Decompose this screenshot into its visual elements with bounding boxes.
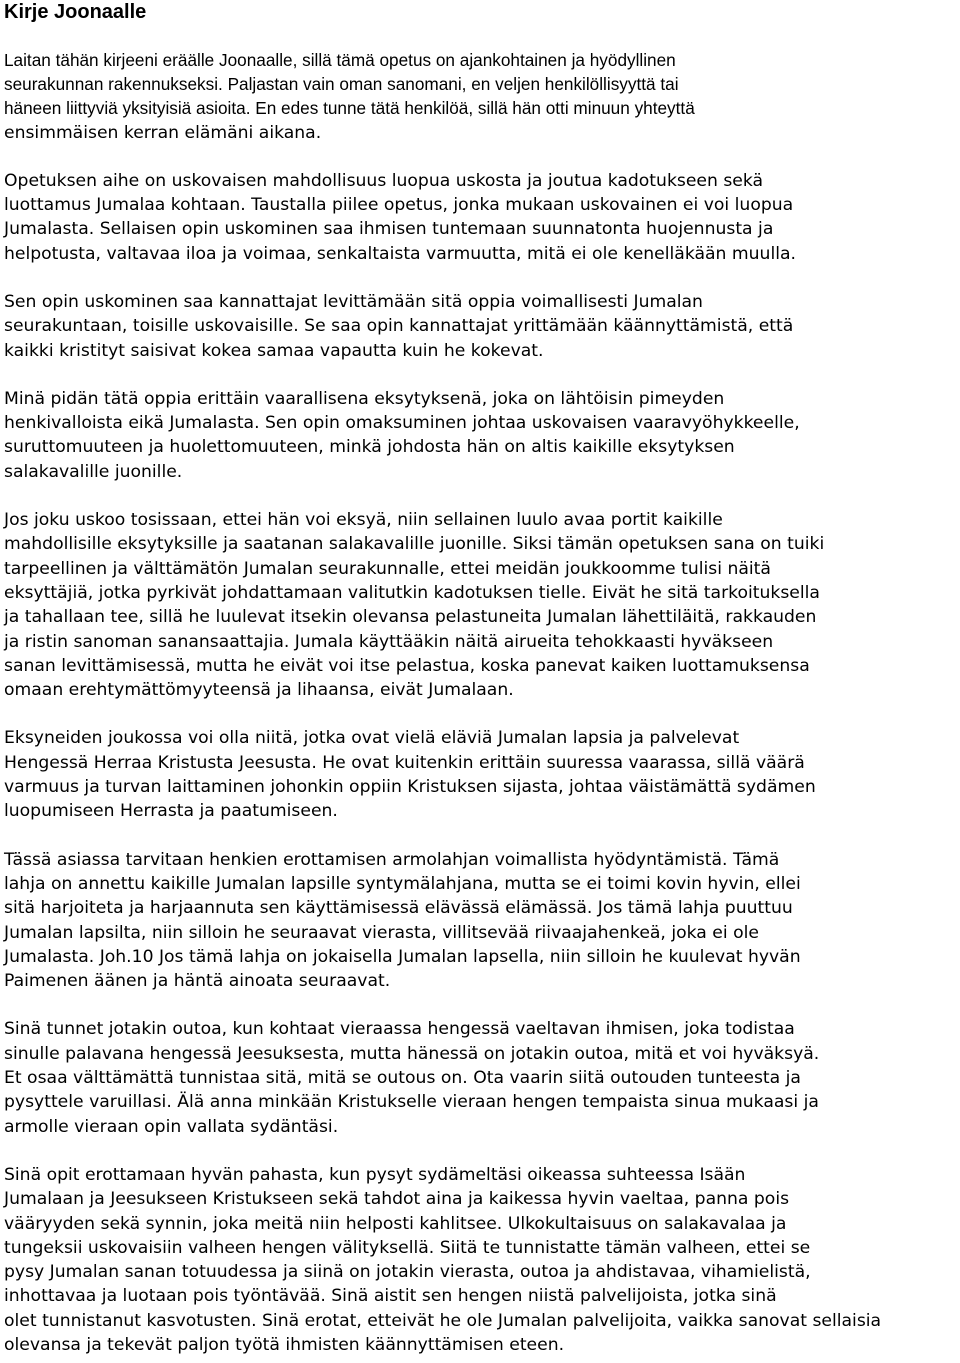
paragraph-line: helpotusta, valtavaa iloa ja voimaa, senkaltaista varmuutta, mitä ei ole kenelläkään muulla. — [4, 243, 796, 264]
paragraph-line: Opetuksen aihe on uskovaisen mahdollisuus luopua uskosta ja joutua kadotukseen sekä — [4, 170, 764, 191]
paragraph-line: luopumiseen Herrasta ja paatumiseen. — [4, 801, 338, 822]
paragraph-line: luottamus Jumalaa kohtaan. Taustalla piilee opetus, jonka mukaan uskovainen ei voi luopua — [4, 195, 794, 216]
paragraph-9 — [4, 1163, 956, 1357]
paragraph-line: Jumalasta. Joh.10 Jos tämä lahja on jokaisella Jumalan lapsella, niin silloin he kuulevat hyvän — [4, 946, 801, 967]
paragraph-line: Jumalasta. Sellaisen opin uskominen saa ihmisen tuntemaan suunnatonta huojennusta ja — [4, 219, 774, 240]
paragraph-line: armolle vieraan opin vallata sydäntäsi. — [4, 1116, 339, 1137]
paragraph-6 — [4, 726, 956, 823]
paragraph-line: Jumalaan ja Jeesukseen Kristukseen sekä tahdot aina ja kaikessa hyvin vaeltaa, panna pois — [4, 1189, 790, 1210]
spacer — [4, 24, 956, 48]
paragraph-line: Eksyneiden joukossa voi olla niitä, jotka ovat vielä eläviä Jumalan lapsia ja palvelevat — [4, 728, 740, 749]
document-title: Kirje Joonaalle — [4, 1, 147, 23]
paragraph-line: sanan levittämisessä, mutta he eivät voi itse pelastua, koska panevat kaiken luottamuksensa — [4, 655, 810, 676]
paragraph-line: henkivalloista eikä Jumalasta. Sen opin omaksuminen johtaa uskovaisen vaaravyöhykkeelle, — [4, 413, 800, 434]
paragraph-line: seurakuntaan, toisille uskovaisille. Se saa opin kannattajat yrittämään käännyttämistä, että — [4, 316, 794, 337]
paragraph-line: häneen liittyviä yksityisiä asioita. En edes tunne tätä henkilöä, sillä hän otti minuun yhteyttä — [4, 98, 695, 119]
paragraph-line: pysyttele varuillasi. Älä anna minkään Kristukselle vieraan hengen tempaista sinua mukaasi ja — [4, 1092, 819, 1113]
paragraph-line: vääryyden sekä synnin, joka meitä niin helposti kahlitsee. Ulkokultaisuus on salakavalaa ja — [4, 1213, 787, 1234]
paragraph-line: inhottavaa ja luotaan pois työntävää. Sinä aistit sen hengen niistä palvelijoista, jotka sinä — [4, 1286, 777, 1307]
paragraph-line: Tässä asiassa tarvitaan henkien erottamisen armolahjan voimallista hyödyntämistä. Tämä — [4, 849, 780, 870]
paragraph-2 — [4, 169, 956, 266]
paragraph-line: sitä harjoiteta ja harjaannuta sen käyttämisessä elävässä elämässä. Jos tämä lahja puuttuu — [4, 898, 793, 919]
paragraph-line: seurakunnan rakennukseksi. Paljastan vain oman sanomani, en veljen henkilöllisyyttä tai — [4, 74, 679, 95]
paragraph-line: Sen opin uskominen saa kannattajat levittämään sitä oppia voimallisesti Jumalan — [4, 292, 703, 312]
paragraph-line: omaan erehtymättömyyteensä ja lihaansa, eivät Jumalaan. — [4, 680, 514, 701]
paragraph-line: Jos joku uskoo tosissaan, ettei hän voi eksyä, niin sellainen luulo avaa portit kaikille — [4, 510, 723, 531]
paragraph-line: ja tahallaan tee, sillä he luulevat itsekin olevansa pelastuneita Jumalan lähettiläitä, rakkauden — [4, 607, 817, 628]
spacer — [4, 145, 956, 169]
paragraph-line: olevansa ja tekevät paljon työtä ihmisten käännyttämisen eteen. — [4, 1334, 565, 1355]
paragraph-1 — [4, 48, 956, 145]
paragraph-5 — [4, 508, 956, 702]
paragraph-line: Jumalan lapsilta, niin silloin he seuraavat vierasta, villitsevää riivaajahenkeä, joka ei ole — [4, 922, 759, 943]
paragraph-line: pysy Jumalan sanan totuudessa ja siinä on jotakin vierasta, outoa ja ahdistavaa, vihamielistä, — [4, 1262, 811, 1283]
spacer — [4, 702, 956, 726]
paragraph-8 — [4, 1017, 956, 1138]
paragraph-line: Sinä tunnet jotakin outoa, kun kohtaat vieraassa hengessä vaeltavan ihmisen, joka todistaa — [4, 1019, 795, 1040]
paragraph-line: Hengessä Herraa Kristusta Jeesusta. He ovat kuitenkin erittäin suuressa vaarassa, sillä väärä — [4, 752, 805, 773]
paragraph-line: Paimenen äänen ja häntä ainoata seuraavat. — [4, 971, 391, 992]
paragraph-line: varmuus ja turvan laittaminen johonkin oppiin Kristuksen sijasta, johtaa väistämättä sydämen — [4, 777, 816, 798]
paragraph-line: kaikki kristityt saisivat kokea samaa vapautta kuin he kokevat. — [4, 340, 544, 361]
paragraph-line: Et osaa välttämättä tunnistaa sitä, mitä se outous on. Ota vaarin siitä outouden tunteesta ja — [4, 1068, 801, 1089]
paragraph-line: Sinä opit erottamaan hyvän pahasta, kun pysyt sydämeltäsi oikeassa suhteessa Isään — [4, 1164, 746, 1185]
paragraph-line: olet tunnistanut kasvotusten. Sinä erotat, etteivät he ole Jumalan palvelijoita, vaikka sanovat sellaisia — [4, 1310, 882, 1331]
paragraph-line: Laitan tähän kirjeeni eräälle Joonaalle, sillä tämä opetus on ajankohtainen ja hyödyllinen — [4, 50, 676, 70]
spacer — [4, 1139, 956, 1163]
spacer — [4, 266, 956, 290]
paragraph-line: Minä pidän tätä oppia erittäin vaarallisena eksytyksenä, joka on lähtöisin pimeyden — [4, 388, 725, 409]
paragraph-line: ja ristin sanoman sanansaattajia. Jumala käyttääkin näitä airueita tehokkaasti hyväkseen — [4, 631, 774, 652]
paragraph-line: lahja on annettu kaikille Jumalan lapsille syntymälahjana, mutta se ei toimi kovin hyvin, ellei — [4, 873, 801, 894]
paragraph-4 — [4, 387, 956, 484]
spacer — [4, 484, 956, 508]
paragraph-line: tungeksii uskovaisiin valheen hengen välityksellä. Siitä te tunnistatte tämän valheen, ettei se — [4, 1237, 811, 1258]
spacer — [4, 363, 956, 387]
paragraph-line: eksyttäjiä, jotka pyrkivät johdattamaan valitutkin kadotuksen tielle. Eivät he sitä tarkoituksella — [4, 582, 820, 603]
paragraph-line: salakavalille juonille. — [4, 461, 183, 482]
paragraph-line: mahdollisille eksytyksille ja saatanan salakavalille juonille. Siksi tämän opetuksen sana on tuiki — [4, 534, 825, 555]
paragraph-3 — [4, 290, 956, 363]
paragraph-line: ensimmäisen kerran elämäni aikana. — [4, 122, 322, 143]
spacer — [4, 993, 956, 1017]
paragraph-line: tarpeellinen ja välttämätön Jumalan seurakunnalle, ettei meidän joukkoomme tulisi näitä — [4, 558, 771, 579]
paragraph-7 — [4, 848, 956, 994]
spacer — [4, 824, 956, 848]
paragraph-line: sinulle palavana hengessä Jeesuksesta, mutta hänessä on jotakin outoa, mitä et voi hyväksyä. — [4, 1043, 820, 1064]
paragraph-line: suruttomuuteen ja huolettomuuteen, minkä johdosta hän on altis kaikille eksytyksen — [4, 437, 735, 458]
